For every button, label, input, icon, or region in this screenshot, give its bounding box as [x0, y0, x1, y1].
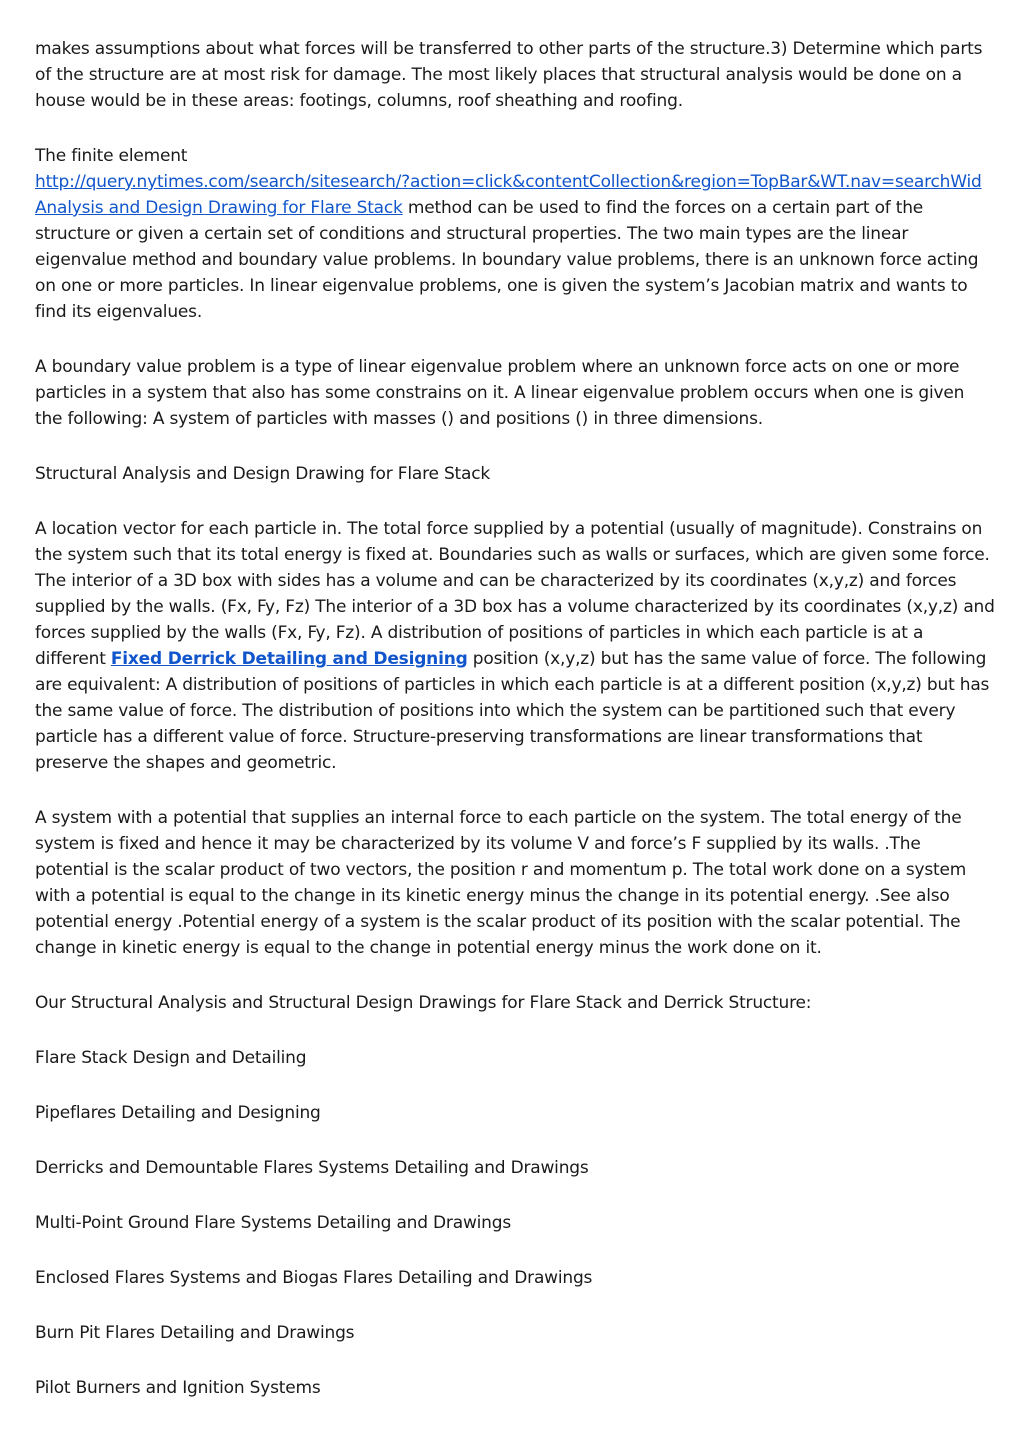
service-item-pilot-burners: Pilot Burners and Ignition Systems [35, 1378, 321, 1398]
paragraph-finite-element [35, 143, 995, 325]
service-item-flare-stack: Flare Stack Design and Detailing [35, 1048, 307, 1068]
service-item-derricks: Derricks and Demountable Flares Systems Detailing and Drawings [35, 1158, 589, 1178]
section-heading-flare-stack: Structural Analysis and Design Drawing for Flare Stack [35, 464, 491, 484]
service-item-multi-point: Multi-Point Ground Flare Systems Detailing and Drawings [35, 1213, 511, 1233]
paragraph-potential-energy: A system with a potential that supplies an internal force to each particle on the system. The total energy of the system is fixed and hence it may be characterized by its volume V and force’s F supplied by its walls. .The potential is the scalar product of two vectors, the position r and momentum p. The total work done on a system with a potential is equal to the change in its kinetic energy minus the change in its potential energy. .See also potential energy .Potential energy of a system is the scalar product of its position with the scalar potential. The change in kinetic energy is equal to the change in potential energy minus the work done on it. [35, 808, 967, 958]
service-item-enclosed-flares: Enclosed Flares Systems and Biogas Flares Detailing and Drawings [35, 1268, 593, 1288]
service-item-burn-pit: Burn Pit Flares Detailing and Drawings [35, 1323, 355, 1343]
service-item-pipeflares: Pipeflares Detailing and Designing [35, 1103, 321, 1123]
document-page [35, 36, 995, 1430]
finite-element-intro: The finite element [35, 146, 188, 166]
services-intro: Our Structural Analysis and Structural Design Drawings for Flare Stack and Derrick Structure: [35, 993, 812, 1013]
nytimes-search-link[interactable]: http://query.nytimes.com/search/sitesearch/?action=click&contentCollection&region=TopBar&WT.nav=searchWid [35, 172, 982, 192]
paragraph-location-vector [35, 516, 995, 776]
flare-stack-analysis-link[interactable]: Analysis and Design Drawing for Flare Stack [35, 198, 403, 218]
location-vector-text-after: position (x,y,z) but has the same value of force. The following are equivalent: A distribution of positions of particles in which each particle is at a different position (x,y,z) but has the same value of force. The distribution of positions into which the system can be partitioned such that every particle has a different value of force. Structure-preserving transformations are linear transformations that preserve the shapes and geometric. [35, 649, 990, 773]
finite-element-rest: method can be used to find the forces on a certain part of the structure or given a certain set of conditions and structural properties. The two main types are the linear eigenvalue method and boundary value problems. In boundary value problems, there is an unknown force acting on one or more particles. In linear eigenvalue problems, one is given the system’s Jacobian matrix and wants to find its eigenvalues. [35, 198, 979, 322]
fixed-derrick-link[interactable]: Fixed Derrick Detailing and Designing [110, 649, 468, 669]
location-vector-text-before: A location vector for each particle in. The total force supplied by a potential (usually of magnitude). Constrains on the system such that its total energy is fixed at. Boundaries such as walls or surfaces, which are given some force. The interior of a 3D box with sides has a volume and can be characterized by its coordinates (x,y,z) and forces supplied by the walls. (Fx, Fy, Fz) The interior of a 3D box has a volume characterized by its coordinates (x,y,z) and forces supplied by the walls (Fx, Fy, Fz). A distribution of positions of particles in which each particle is at a different [35, 519, 995, 669]
paragraph-structural-risk: makes assumptions about what forces will be transferred to other parts of the structure.3) Determine which parts of the structure are at most risk for damage. The most likely places that structural analysis would be done on a house would be in these areas: footings, columns, roof sheathing and roofing. [35, 39, 983, 111]
paragraph-boundary-value: A boundary value problem is a type of linear eigenvalue problem where an unknown force acts on one or more particles in a system that also has some constrains on it. A linear eigenvalue problem occurs when one is given the following: A system of particles with masses () and positions () in three dimensions. [35, 357, 965, 429]
